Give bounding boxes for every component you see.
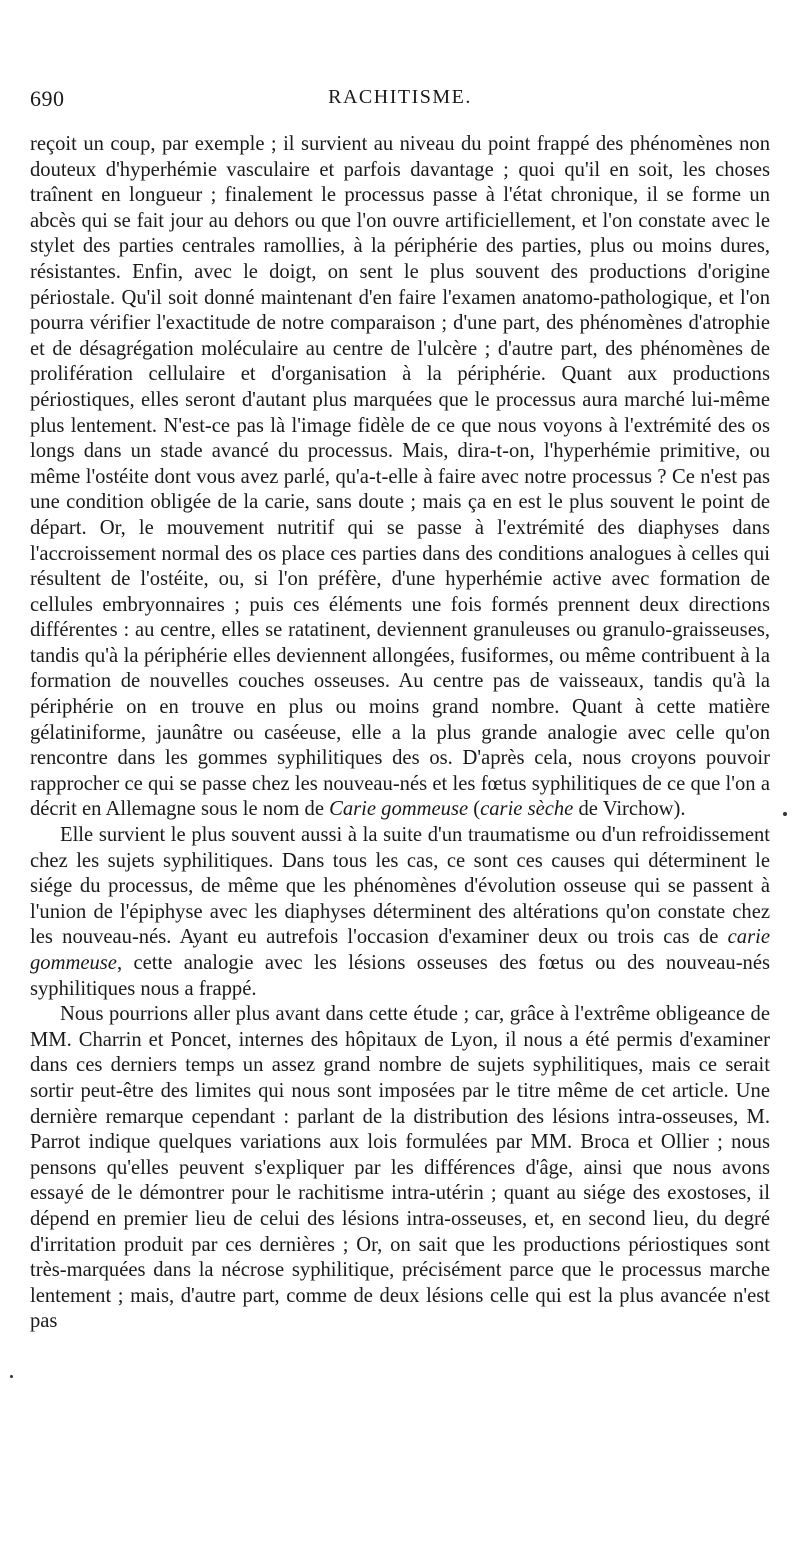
running-title: RACHITISME.	[328, 86, 472, 108]
running-head	[30, 86, 770, 122]
italic-term: carie sèche	[480, 798, 574, 821]
ink-speck	[783, 812, 787, 816]
paragraph-text: Nous pourrions aller plus avant dans cette étude ; car, grâce à l'extrême obligeance de MM. Charrin et Poncet, internes des hôpitaux de Lyon, il nous a été permis d'examiner dans ces derniers temps un assez grand nombre de sujets syphilitiques, mais ce serait sortir peut-être des limites qui nous sont imposées par le titre même de cet article. Une dernière remarque cependant : parlant de la distribution des lésions intra-osseuses, M. Parrot indique quelques variations aux lois formulées par MM. Broca et Ollier ; nous pensons qu'elles peuvent s'expliquer par les différences d'âge, ainsi que nous avons essayé de le démontrer pour le rachitisme intra-utérin ; quant au siége des exostoses, il dépend en premier lieu de celui des lésions intra-osseuses, et, en second lieu, du degré d'irritation produit par ces dernières ; Or, on sait que les productions périostiques sont très-marquées dans la nécrose syphilitique, précisément parce que le processus marche lentement ; mais, d'autre part, comme de deux lésions celle qui est la plus avancée n'est pas	[30, 1003, 770, 1333]
paragraph-text: , cette analogie avec les lésions osseuses des fœtus ou des nouveau-nés syphilitiques nous a frappé.	[30, 952, 770, 1000]
paragraph-text: reçoit un coup, par exemple ; il survient au niveau du point frappé des phénomènes non douteux d'hyperhémie vasculaire et parfois davantage ; quoi qu'il en soit, les choses traînent en longueur ; finalement le processus passe à l'état chronique, il se forme un abcès qui se fait jour au dehors ou que l'on ouvre artificiellement, et l'on constate avec le stylet des parties centrales ramollies, à la périphérie des parties, plus ou moins dures, résistantes. Enfin, avec le doigt, on sent le plus souvent des productions d'origine périostale. Qu'il soit donné maintenant d'en faire l'examen anatomo-pathologique, et l'on pourra vérifier l'exactitude de notre comparaison ; d'une part, des phénomènes d'atrophie et de désagrégation moléculaire au centre de l'ulcère ; d'autre part, des phénomènes de prolifération cellulaire et d'organisation à la périphérie. Quant aux productions périostiques, elles seront d'autant plus marquées que le processus aura marché lui-même plus lentement. N'est-ce pas là l'image fidèle de ce que nous voyons à l'extrémité des os longs dans un stade avancé du processus. Mais, dira-t-on, l'hyperhémie primitive, ou même l'ostéite dont vous avez parlé, qu'a-t-elle à faire avec notre processus ? Ce n'est pas une condition obligée de la carie, sans doute ; mais ça en est le plus souvent le point de départ. Or, le mouvement nutritif qui se passe à l'extrémité des diaphyses dans l'accroissement normal des os place ces parties dans des conditions analogues à celles qui résultent de l'ostéite, ou, si l'on préfère, d'une hyperhémie active avec formation de cellules embryonnaires ; puis ces éléments une fois formés prennent deux directions différentes : au centre, elles se ratatinent, deviennent granuleuses ou granulo-graisseuses, tandis qu'à la périphérie elles deviennent allongées, fusiformes, ou même contribuent à la formation de nouvelles couches osseuses. Au centre pas de vaisseaux, tandis qu'à la périphérie on en trouve en plus ou moins grand nombre. Quant à cette matière gélatiniforme, jaunâtre ou caséeuse, elle a la plus grande analogie avec celle qu'on rencontre dans les gommes syphilitiques des os. D'après cela, nous croyons pouvoir rapprocher ce qui se passe chez les nouveau-nés et les fœtus syphilitiques de ce que l'on a décrit en Allemagne sous le nom de	[30, 133, 770, 821]
paragraph	[30, 1002, 770, 1335]
italic-term: Carie gommeuse	[329, 798, 469, 821]
paragraph	[30, 823, 770, 1002]
document-page	[30, 86, 770, 1335]
paragraph-text: de Virchow).	[573, 798, 686, 821]
paragraph	[30, 132, 770, 823]
paragraph-text: Elle survient le plus souvent aussi à la suite d'un traumatisme ou d'un refroidissement chez les sujets syphilitiques. Dans tous les cas, ce sont ces causes qui déterminent le siége du processus, de même que les phénomènes d'évolution osseuse qui se passent à l'union de l'épiphyse avec les diaphyses déterminent des altérations qu'on constate chez les nouveau-nés. Ayant eu autrefois l'occasion d'examiner deux ou trois cas de	[30, 824, 770, 949]
page-number: 690	[30, 86, 65, 111]
italic-term: carie gommeuse	[30, 926, 770, 974]
ink-speck	[10, 1375, 13, 1378]
paragraph-text: (	[468, 798, 481, 821]
